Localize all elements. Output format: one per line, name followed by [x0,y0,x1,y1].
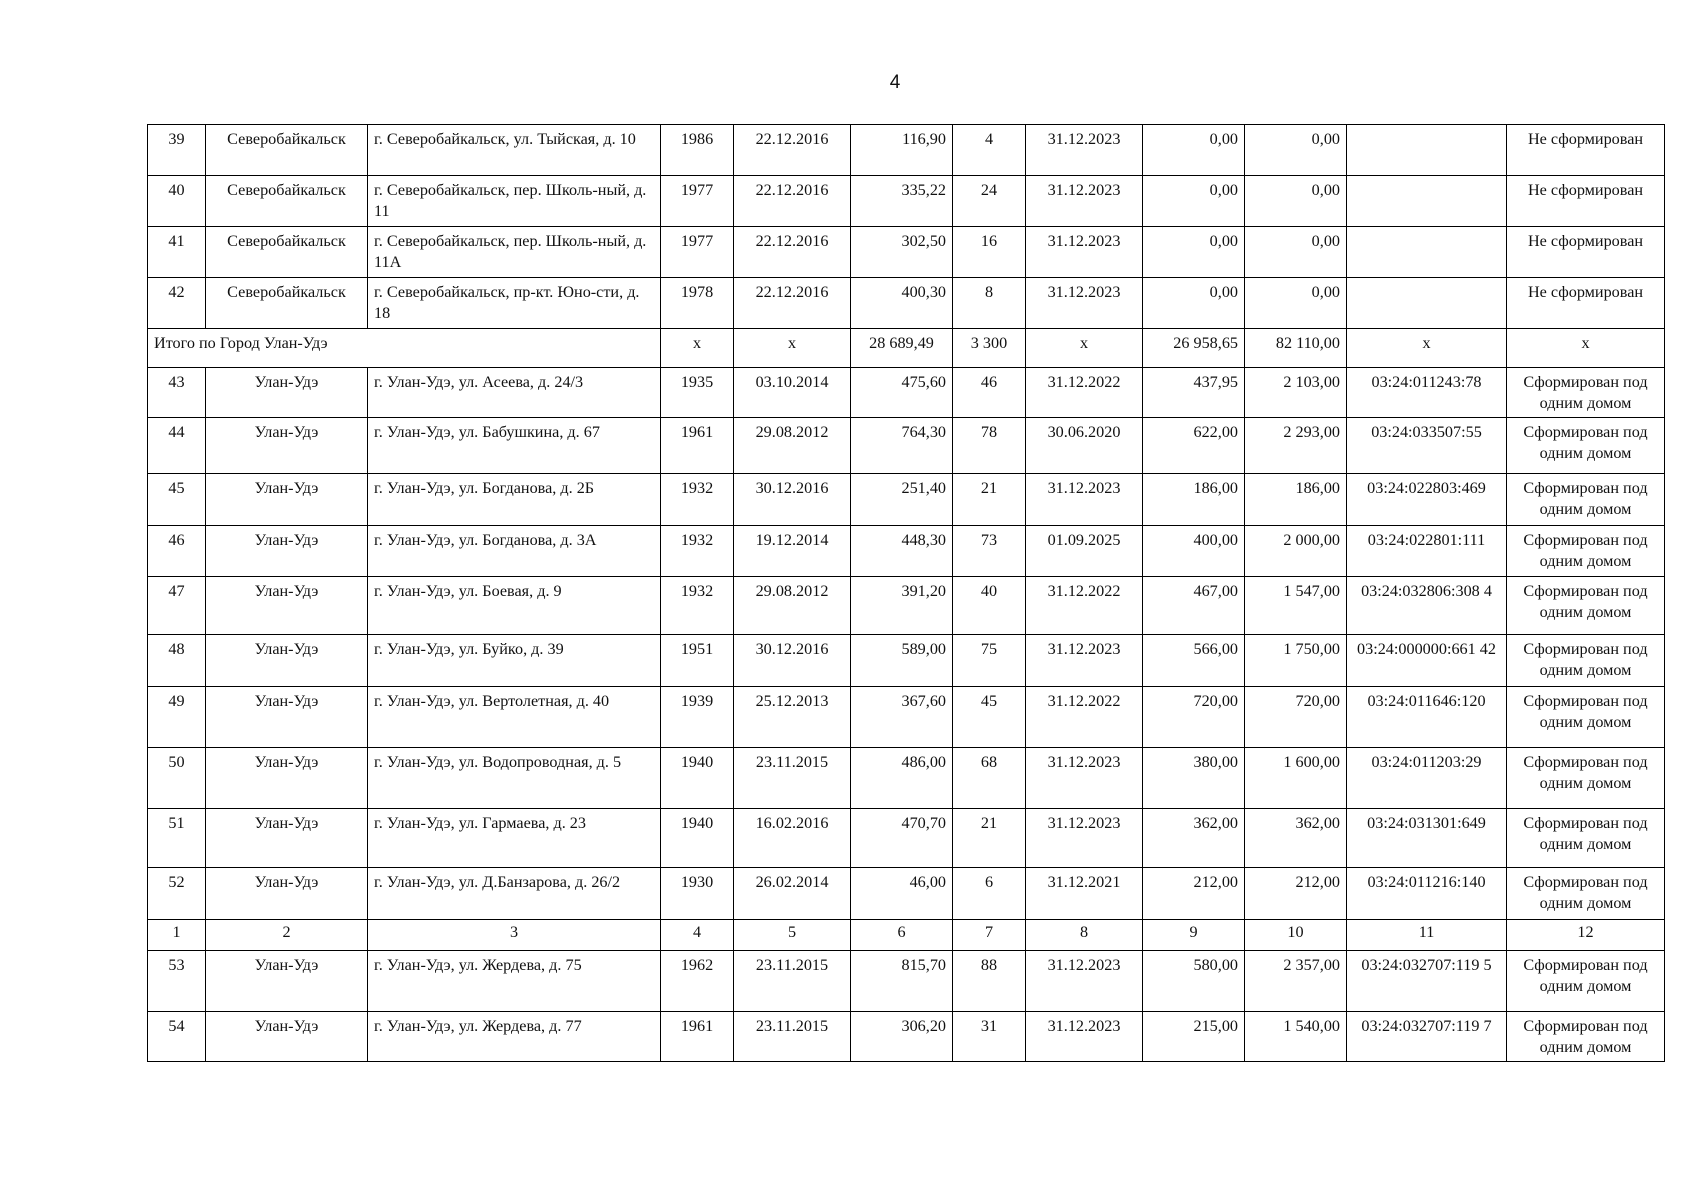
col9-cell: 362,00 [1143,809,1245,868]
col9-cell: 380,00 [1143,748,1245,809]
col10-cell: 212,00 [1245,868,1347,920]
date-cell: 22.12.2016 [734,125,851,176]
year-cell: 1977 [661,227,734,278]
status-cell: Сформирован под одним домом [1507,418,1665,474]
area-cell: 470,70 [851,809,953,868]
address-cell: г. Улан-Удэ, ул. Жердева, д. 75 [368,951,661,1012]
year-cell: 1978 [661,278,734,329]
column-number-cell: 3 [368,920,661,951]
residents-cell: 75 [953,635,1026,687]
total-deadline: х [1026,329,1143,368]
deadline-cell: 31.12.2023 [1026,474,1143,526]
table-row [148,526,1665,577]
address-cell: г. Северобайкальск, пер. Школь-ный, д. 11 [368,176,661,227]
address-cell: г. Улан-Удэ, ул. Бабушкина, д. 67 [368,418,661,474]
table-row [148,1012,1665,1062]
area-cell: 764,30 [851,418,953,474]
column-number-cell: 12 [1507,920,1665,951]
year-cell: 1940 [661,809,734,868]
col10-cell: 0,00 [1245,125,1347,176]
row-number: 41 [148,227,206,278]
total-status: х [1507,329,1665,368]
date-cell: 22.12.2016 [734,278,851,329]
deadline-cell: 31.12.2023 [1026,125,1143,176]
status-cell: Не сформирован [1507,227,1665,278]
city-cell: Улан-Удэ [206,951,368,1012]
table-row [148,635,1665,687]
col10-cell: 0,00 [1245,227,1347,278]
total-row [148,329,1665,368]
deadline-cell: 31.12.2022 [1026,368,1143,418]
city-cell: Улан-Удэ [206,1012,368,1062]
year-cell: 1961 [661,1012,734,1062]
row-number: 54 [148,1012,206,1062]
column-number-cell: 4 [661,920,734,951]
status-cell: Сформирован под одним домом [1507,577,1665,635]
year-cell: 1939 [661,687,734,748]
city-cell: Улан-Удэ [206,368,368,418]
total-label: Итого по Город Улан-Удэ [148,329,661,368]
row-number: 48 [148,635,206,687]
col9-cell: 0,00 [1143,176,1245,227]
deadline-cell: 31.12.2023 [1026,748,1143,809]
table-total-section [148,329,1665,368]
status-cell: Не сформирован [1507,176,1665,227]
cadastre-cell [1347,125,1507,176]
row-number: 39 [148,125,206,176]
date-cell: 03.10.2014 [734,368,851,418]
status-cell: Не сформирован [1507,125,1665,176]
city-cell: Северобайкальск [206,125,368,176]
col9-cell: 580,00 [1143,951,1245,1012]
row-number: 52 [148,868,206,920]
status-cell: Сформирован под одним домом [1507,635,1665,687]
address-cell: г. Улан-Удэ, ул. Вертолетная, д. 40 [368,687,661,748]
col10-cell: 186,00 [1245,474,1347,526]
address-cell: г. Улан-Удэ, ул. Боевая, д. 9 [368,577,661,635]
housing-table [147,124,1665,1062]
table-row [148,368,1665,418]
address-cell: г. Улан-Удэ, ул. Гармаева, д. 23 [368,809,661,868]
cadastre-cell: 03:24:011216:140 [1347,868,1507,920]
residents-cell: 21 [953,474,1026,526]
status-cell: Не сформирован [1507,278,1665,329]
column-number-cell: 9 [1143,920,1245,951]
address-cell: г. Улан-Удэ, ул. Д.Банзарова, д. 26/2 [368,868,661,920]
address-cell: г. Северобайкальск, пр-кт. Юно-сти, д. 18 [368,278,661,329]
city-cell: Улан-Удэ [206,635,368,687]
date-cell: 23.11.2015 [734,951,851,1012]
table-row [148,227,1665,278]
column-number-cell: 11 [1347,920,1507,951]
deadline-cell: 31.12.2023 [1026,809,1143,868]
area-cell: 391,20 [851,577,953,635]
cadastre-cell: 03:24:032707:119 7 [1347,1012,1507,1062]
residents-cell: 68 [953,748,1026,809]
col9-cell: 215,00 [1143,1012,1245,1062]
total-year: х [661,329,734,368]
area-cell: 367,60 [851,687,953,748]
col9-cell: 186,00 [1143,474,1245,526]
city-cell: Северобайкальск [206,278,368,329]
status-cell: Сформирован под одним домом [1507,809,1665,868]
col10-cell: 720,00 [1245,687,1347,748]
status-cell: Сформирован под одним домом [1507,951,1665,1012]
area-cell: 815,70 [851,951,953,1012]
address-cell: г. Улан-Удэ, ул. Богданова, д. 2Б [368,474,661,526]
table-row [148,278,1665,329]
col10-cell: 2 000,00 [1245,526,1347,577]
deadline-cell: 31.12.2022 [1026,687,1143,748]
city-cell: Улан-Удэ [206,809,368,868]
cadastre-cell: 03:24:032707:119 5 [1347,951,1507,1012]
column-number-cell: 5 [734,920,851,951]
residents-cell: 16 [953,227,1026,278]
status-cell: Сформирован под одним домом [1507,687,1665,748]
address-cell: г. Улан-Удэ, ул. Жердева, д. 77 [368,1012,661,1062]
cadastre-cell: 03:24:022803:469 [1347,474,1507,526]
address-cell: г. Улан-Удэ, ул. Буйко, д. 39 [368,635,661,687]
cadastre-cell: 03:24:031301:649 [1347,809,1507,868]
residents-cell: 4 [953,125,1026,176]
deadline-cell: 31.12.2023 [1026,227,1143,278]
year-cell: 1930 [661,868,734,920]
total-cadastre: х [1347,329,1507,368]
col10-cell: 1 600,00 [1245,748,1347,809]
year-cell: 1986 [661,125,734,176]
city-cell: Улан-Удэ [206,687,368,748]
col9-cell: 622,00 [1143,418,1245,474]
deadline-cell: 31.12.2023 [1026,951,1143,1012]
year-cell: 1961 [661,418,734,474]
area-cell: 46,00 [851,868,953,920]
area-cell: 448,30 [851,526,953,577]
table-group-ulan-ude-continued [148,951,1665,1062]
table-row [148,809,1665,868]
residents-cell: 88 [953,951,1026,1012]
total-residents: 3 300 [953,329,1026,368]
deadline-cell: 31.12.2023 [1026,1012,1143,1062]
column-number-cell: 2 [206,920,368,951]
col9-cell: 400,00 [1143,526,1245,577]
cadastre-cell: 03:24:011646:120 [1347,687,1507,748]
year-cell: 1932 [661,474,734,526]
cadastre-cell [1347,176,1507,227]
table-row [148,868,1665,920]
date-cell: 29.08.2012 [734,577,851,635]
deadline-cell: 30.06.2020 [1026,418,1143,474]
status-cell: Сформирован под одним домом [1507,868,1665,920]
address-cell: г. Улан-Удэ, ул. Асеева, д. 24/3 [368,368,661,418]
year-cell: 1951 [661,635,734,687]
year-cell: 1932 [661,577,734,635]
residents-cell: 31 [953,1012,1026,1062]
address-cell: г. Улан-Удэ, ул. Богданова, д. 3А [368,526,661,577]
col10-cell: 0,00 [1245,176,1347,227]
area-cell: 335,22 [851,176,953,227]
area-cell: 589,00 [851,635,953,687]
column-number-cell: 1 [148,920,206,951]
col10-cell: 2 293,00 [1245,418,1347,474]
deadline-cell: 31.12.2021 [1026,868,1143,920]
row-number: 51 [148,809,206,868]
residents-cell: 45 [953,687,1026,748]
cadastre-cell: 03:24:000000:661 42 [1347,635,1507,687]
table-row [148,951,1665,1012]
residents-cell: 40 [953,577,1026,635]
city-cell: Северобайкальск [206,227,368,278]
column-number-cell: 7 [953,920,1026,951]
city-cell: Улан-Удэ [206,418,368,474]
date-cell: 19.12.2014 [734,526,851,577]
area-cell: 475,60 [851,368,953,418]
address-cell: г. Северобайкальск, пер. Школь-ный, д. 11А [368,227,661,278]
row-number: 47 [148,577,206,635]
residents-cell: 46 [953,368,1026,418]
city-cell: Улан-Удэ [206,868,368,920]
status-cell: Сформирован под одним домом [1507,474,1665,526]
row-number: 40 [148,176,206,227]
col10-cell: 2 103,00 [1245,368,1347,418]
table-row [148,687,1665,748]
cadastre-cell: 03:24:022801:111 [1347,526,1507,577]
deadline-cell: 31.12.2023 [1026,278,1143,329]
col9-cell: 720,00 [1143,687,1245,748]
address-cell: г. Улан-Удэ, ул. Водопроводная, д. 5 [368,748,661,809]
column-number-section [148,920,1665,951]
row-number: 45 [148,474,206,526]
area-cell: 116,90 [851,125,953,176]
col9-cell: 437,95 [1143,368,1245,418]
col10-cell: 0,00 [1245,278,1347,329]
page-number: 4 [889,72,901,93]
col9-cell: 0,00 [1143,227,1245,278]
table-row [148,474,1665,526]
date-cell: 22.12.2016 [734,227,851,278]
cadastre-cell: 03:24:033507:55 [1347,418,1507,474]
cadastre-cell: 03:24:011203:29 [1347,748,1507,809]
date-cell: 29.08.2012 [734,418,851,474]
col9-cell: 566,00 [1143,635,1245,687]
column-number-cell: 8 [1026,920,1143,951]
year-cell: 1935 [661,368,734,418]
date-cell: 26.02.2014 [734,868,851,920]
total-col10: 82 110,00 [1245,329,1347,368]
date-cell: 30.12.2016 [734,635,851,687]
col9-cell: 0,00 [1143,125,1245,176]
column-number-cell: 6 [851,920,953,951]
cadastre-cell: 03:24:011243:78 [1347,368,1507,418]
date-cell: 16.02.2016 [734,809,851,868]
total-col9: 26 958,65 [1143,329,1245,368]
city-cell: Улан-Удэ [206,526,368,577]
cadastre-cell [1347,278,1507,329]
city-cell: Улан-Удэ [206,577,368,635]
city-cell: Улан-Удэ [206,748,368,809]
col9-cell: 212,00 [1143,868,1245,920]
col10-cell: 1 540,00 [1245,1012,1347,1062]
area-cell: 306,20 [851,1012,953,1062]
status-cell: Сформирован под одним домом [1507,1012,1665,1062]
address-cell: г. Северобайкальск, ул. Тыйская, д. 10 [368,125,661,176]
status-cell: Сформирован под одним домом [1507,748,1665,809]
status-cell: Сформирован под одним домом [1507,368,1665,418]
table-group-severobaikalsk [148,125,1665,329]
year-cell: 1962 [661,951,734,1012]
row-number: 43 [148,368,206,418]
total-date: х [734,329,851,368]
date-cell: 25.12.2013 [734,687,851,748]
area-cell: 302,50 [851,227,953,278]
deadline-cell: 31.12.2022 [1026,577,1143,635]
col9-cell: 0,00 [1143,278,1245,329]
column-number-row [148,920,1665,951]
area-cell: 400,30 [851,278,953,329]
table-row [148,577,1665,635]
total-area: 28 689,49 [851,329,953,368]
col10-cell: 1 547,00 [1245,577,1347,635]
area-cell: 486,00 [851,748,953,809]
area-cell: 251,40 [851,474,953,526]
date-cell: 22.12.2016 [734,176,851,227]
table-row [148,748,1665,809]
col10-cell: 1 750,00 [1245,635,1347,687]
col10-cell: 2 357,00 [1245,951,1347,1012]
row-number: 53 [148,951,206,1012]
residents-cell: 8 [953,278,1026,329]
deadline-cell: 31.12.2023 [1026,176,1143,227]
table-row [148,418,1665,474]
year-cell: 1977 [661,176,734,227]
date-cell: 30.12.2016 [734,474,851,526]
cadastre-cell: 03:24:032806:308 4 [1347,577,1507,635]
city-cell: Северобайкальск [206,176,368,227]
residents-cell: 78 [953,418,1026,474]
deadline-cell: 01.09.2025 [1026,526,1143,577]
row-number: 46 [148,526,206,577]
residents-cell: 24 [953,176,1026,227]
col10-cell: 362,00 [1245,809,1347,868]
year-cell: 1940 [661,748,734,809]
cadastre-cell [1347,227,1507,278]
status-cell: Сформирован под одним домом [1507,526,1665,577]
table-row [148,176,1665,227]
col9-cell: 467,00 [1143,577,1245,635]
table-row [148,125,1665,176]
residents-cell: 73 [953,526,1026,577]
date-cell: 23.11.2015 [734,1012,851,1062]
date-cell: 23.11.2015 [734,748,851,809]
row-number: 44 [148,418,206,474]
city-cell: Улан-Удэ [206,474,368,526]
row-number: 42 [148,278,206,329]
row-number: 49 [148,687,206,748]
row-number: 50 [148,748,206,809]
deadline-cell: 31.12.2023 [1026,635,1143,687]
residents-cell: 6 [953,868,1026,920]
table-group-ulan-ude [148,368,1665,920]
residents-cell: 21 [953,809,1026,868]
year-cell: 1932 [661,526,734,577]
column-number-cell: 10 [1245,920,1347,951]
